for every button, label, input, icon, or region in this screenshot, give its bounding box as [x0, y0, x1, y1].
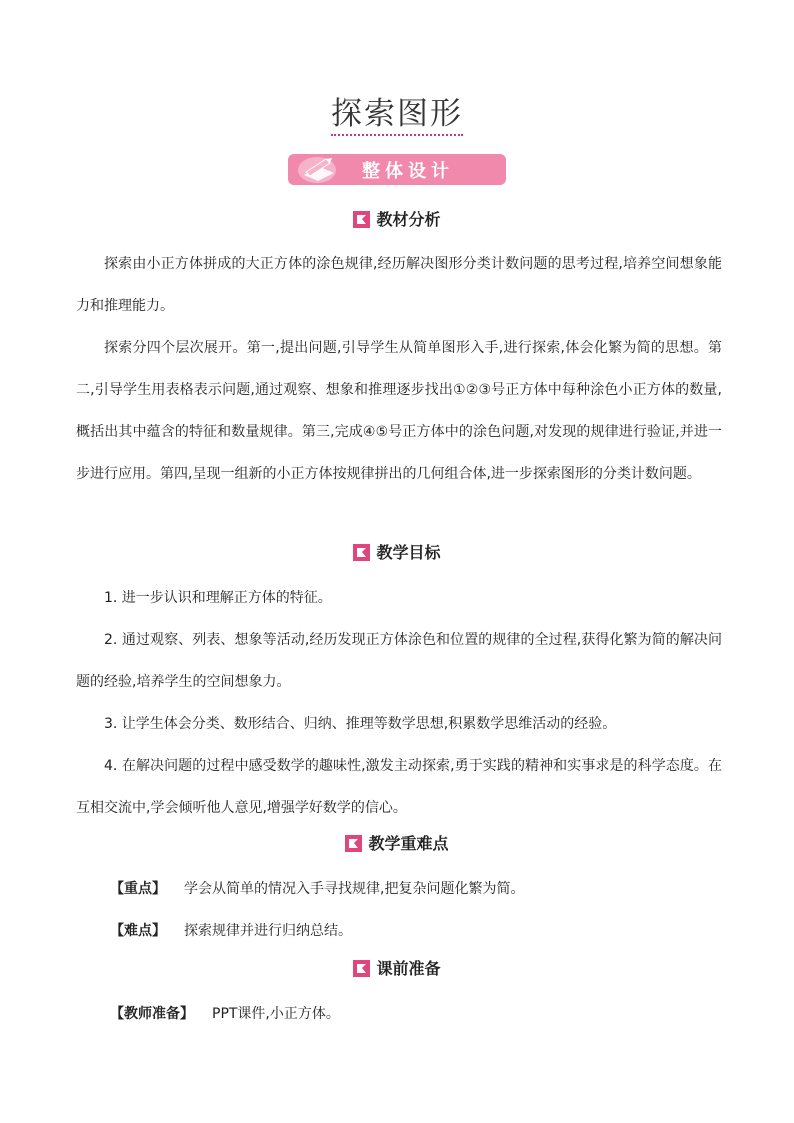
teacher-prep-text: PPT课件,小正方体。 [212, 1006, 340, 1022]
teacher-prep-label: 【教师准备】 [110, 1006, 194, 1022]
key-point-label: 【重点】 [110, 881, 166, 897]
section-heading-keypoints [0, 833, 794, 855]
section-heading-goals [0, 542, 794, 564]
analysis-paragraph-1: 探索由小正方体拼成的大正方体的涂色规律,经历解决图形分类计数问题的思考过程,培养空间想象能力和推理能力。 [76, 256, 722, 314]
flag-corner-icon [353, 211, 370, 228]
section-heading-prep [0, 958, 794, 980]
goal-item: 1. 进一步认识和理解正方体的特征。 [104, 590, 332, 606]
key-point-text: 学会从简单的情况入手寻找规律,把复杂问题化繁为简。 [184, 881, 525, 897]
flag-corner-icon [353, 544, 370, 561]
difficult-point-label: 【难点】 [110, 923, 166, 939]
goal-item: 4. 在解决问题的过程中感受数学的趣味性,激发主动探索,勇于实践的精神和实事求是的科学态度。在互相交流中,学会倾听他人意见,增强学好数学的信心。 [76, 758, 722, 816]
goal-item: 3. 让学生体会分类、数形结合、归纳、推理等数学思想,积累数学思维活动的经验。 [104, 716, 617, 732]
heading-text: 课前准备 [376, 959, 441, 978]
analysis-paragraph-2: 探索分四个层次展开。第一,提出问题,引导学生从简单图形入手,进行探索,体会化繁为简的思想。第二,引导学生用表格表示问题,通过观察、想象和推理逐步找出①②③号正方体中每种涂色小正方体的数量,概括出其中蕴含的特征和数量规律。第三,完成④⑤号正方体中的涂色问题,对发现的规律进行验证,并进一步进行应用。第四,呈现一组新的小正方体按规律拼出的几何组合体,进一步探索图形的分类计数问题。 [76, 340, 722, 482]
difficult-point-text: 探索规律并进行归纳总结。 [184, 923, 352, 939]
key-point-row [110, 878, 524, 898]
page-title: 探索图形 [0, 88, 794, 133]
goal-item: 2. 通过观察、列表、想象等活动,经历发现正方体涂色和位置的规律的全过程,获得化繁为简的解决问题的经验,培养学生的空间想象力。 [76, 632, 722, 690]
section-heading-analysis [0, 209, 794, 231]
flag-corner-icon [353, 960, 370, 977]
heading-text: 教学目标 [376, 543, 441, 562]
heading-text: 教材分析 [376, 210, 441, 229]
banner-label: 整体设计 [362, 161, 454, 182]
section-banner [288, 154, 506, 185]
flag-corner-icon [345, 835, 362, 852]
teacher-prep-row [110, 1003, 340, 1023]
heading-text: 教学重难点 [368, 834, 449, 853]
pencil-book-icon [296, 155, 342, 184]
difficult-point-row [110, 920, 352, 940]
